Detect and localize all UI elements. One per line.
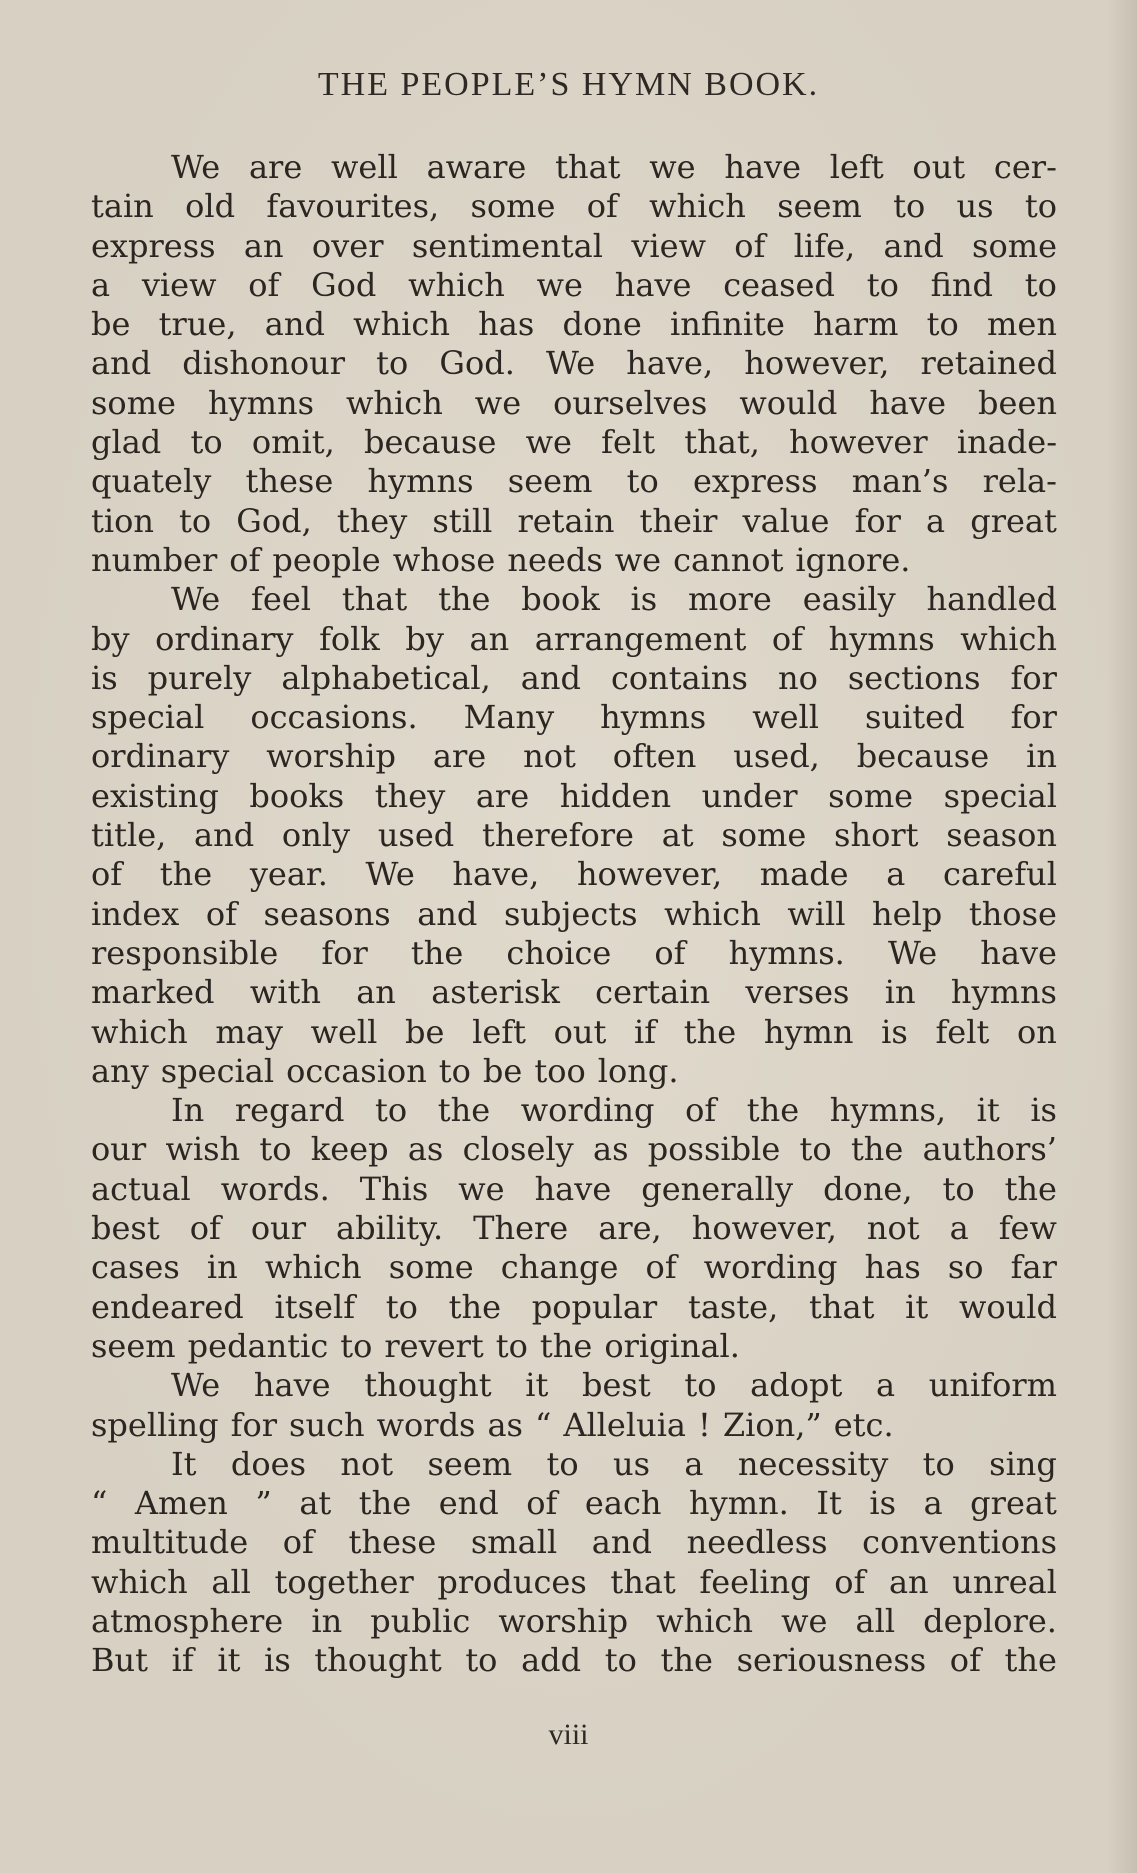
text-line: best of our ability. There are, however, not a few xyxy=(91,1209,1057,1248)
text-line: tain old favourites, some of which seem to us to xyxy=(91,187,1057,226)
text-line: It does not seem to us a necessity to sing xyxy=(171,1444,1057,1483)
text-line: multitude of these small and needless conventions xyxy=(91,1523,1057,1562)
text-line: seem pedantic to revert to the original. xyxy=(91,1326,740,1365)
text-line: ordinary worship are not often used, because in xyxy=(91,737,1057,776)
text-line: cases in which some change of wording has so far xyxy=(91,1248,1057,1287)
text-line: be true, and which has done infinite harm to men xyxy=(91,305,1057,344)
text-line: number of people whose needs we cannot ignore. xyxy=(91,540,911,579)
text-line: existing books they are hidden under some special xyxy=(91,776,1057,815)
text-line: tion to God, they still retain their value for a great xyxy=(91,501,1057,540)
text-line: express an over sentimental view of life, and some xyxy=(91,226,1057,265)
text-line: a view of God which we have ceased to find to xyxy=(91,265,1057,304)
text-line: special occasions. Many hymns well suited for xyxy=(91,698,1057,737)
text-line: We feel that the book is more easily handled xyxy=(171,580,1057,619)
running-header: THE PEOPLE’S HYMN BOOK. xyxy=(317,66,820,103)
text-line: atmosphere in public worship which we all deplore. xyxy=(91,1601,1057,1640)
page-number: viii xyxy=(548,1718,589,1751)
text-line: glad to omit, because we felt that, however inade- xyxy=(91,423,1057,462)
text-line: and dishonour to God. We have, however, retained xyxy=(91,344,1057,383)
text-line: actual words. This we have generally done, to the xyxy=(91,1169,1057,1208)
text-line: “ Amen ” at the end of each hymn. It is a great xyxy=(91,1484,1057,1523)
text-line: which all together produces that feeling of an unreal xyxy=(91,1562,1057,1601)
text-line: But if it is thought to add to the seriousness of the xyxy=(91,1641,1057,1680)
text-line: responsible for the choice of hymns. We have xyxy=(91,933,1057,972)
text-line: We have thought it best to adopt a uniform xyxy=(171,1366,1057,1405)
text-line: our wish to keep as closely as possible to the authors’ xyxy=(91,1130,1057,1169)
text-line: by ordinary folk by an arrangement of hymns which xyxy=(91,619,1057,658)
text-line: quately these hymns seem to express man’s rela- xyxy=(91,462,1057,501)
text-line: some hymns which we ourselves would have been xyxy=(91,383,1057,422)
text-line: marked with an asterisk certain verses in hymns xyxy=(91,973,1057,1012)
text-line: which may well be left out if the hymn is felt on xyxy=(91,1012,1057,1051)
body-text xyxy=(91,148,1057,1681)
text-line: is purely alphabetical, and contains no sections for xyxy=(91,658,1057,697)
text-line: In regard to the wording of the hymns, it is xyxy=(171,1091,1057,1130)
text-line: endeared itself to the popular taste, that it would xyxy=(91,1287,1057,1326)
text-line: index of seasons and subjects which will help those xyxy=(91,894,1057,933)
text-line: title, and only used therefore at some short season xyxy=(91,816,1057,855)
text-line: We are well aware that we have left out cer- xyxy=(171,148,1057,186)
text-line: of the year. We have, however, made a careful xyxy=(91,855,1057,894)
text-line: any special occasion to be too long. xyxy=(91,1051,679,1090)
text-line: spelling for such words as “ Alleluia ! Zion,” etc. xyxy=(91,1405,894,1444)
